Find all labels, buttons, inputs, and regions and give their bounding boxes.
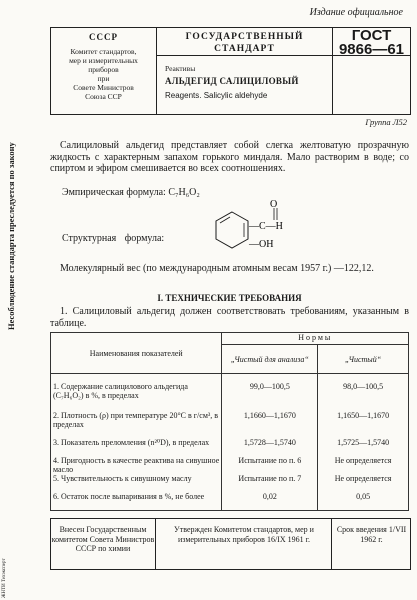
table-cell-value: 0,02	[222, 492, 318, 511]
table-cell-value: 0,05	[318, 492, 409, 511]
title-column	[157, 28, 333, 114]
legal-notice: Несоблюдение стандарта преследуется по закону	[6, 142, 16, 330]
committee-line: Совете Министров	[73, 83, 134, 92]
table-cell-value: 1,5728—1,5740	[222, 438, 318, 456]
table-cell-name: 3. Показатель преломления (n²⁰D), в пределах	[51, 438, 222, 456]
empirical-value: C₇H₆O₂	[168, 187, 200, 198]
gost-label: ГОСТ	[351, 27, 392, 44]
section-heading: I. ТЕХНИЧЕСКИЕ ТРЕБОВАНИЯ	[157, 293, 302, 303]
edition-label: Издание официальное	[309, 7, 403, 18]
approved-by: Утвержден Комитетом стандартов, мер и измерительных приборов 16/IX 1961 г.	[157, 519, 332, 569]
column-header-pure: „Чистый“	[318, 345, 409, 374]
group-label: Группа Л52	[365, 117, 407, 127]
molecular-weight: Молекулярный вес (по международным атомным весам 1957 г.) —122,12.	[60, 263, 374, 274]
table-row	[51, 438, 409, 456]
empirical-label: Эмпирическая формула:	[62, 187, 166, 198]
requirements-table	[50, 332, 409, 511]
benzene-ring	[216, 212, 248, 248]
table-cell-value: 99,0—100,5	[222, 374, 318, 412]
empirical-formula	[62, 187, 200, 199]
table-cell-value: Не определяется	[318, 456, 409, 474]
footer-block	[50, 518, 411, 570]
table-cell-value: Испытание по п. 7	[222, 474, 318, 492]
committee-line: Союза ССР	[85, 92, 122, 101]
hydroxyl-group-label: —OH	[249, 239, 274, 250]
table-row	[51, 374, 409, 412]
column-header-pure-analysis: „Чистый для анализа“	[222, 345, 318, 374]
table-cell-value: 98,0—100,5	[318, 374, 409, 412]
oxygen-label: O	[270, 199, 278, 210]
header-block	[50, 27, 411, 115]
description-paragraph: Салициловый альдегид представляет собой слегка желтоватую прозрачную жидкость с характерным запахом горького миндаля. Мало растворим в воде; со спиртом и эфиром смешивается во всех соотношениях.	[50, 140, 409, 174]
table-cell-name: 4. Пригодность в качестве реактива на сивушное масло	[51, 456, 222, 474]
structural-label: Структурная формула:	[62, 233, 165, 244]
committee-line: при	[97, 74, 110, 83]
column-header-name: Наименования показателей	[51, 333, 222, 374]
reagents-label: Реактивы	[165, 64, 196, 73]
table-cell-name: 2. Плотность (ρ) при температуре 20°C в г/см³, в пределах	[51, 411, 222, 438]
table-cell-name: 1. Содержание салицилового альдегида (C₇H₆O₂) в %, в пределах	[51, 374, 222, 412]
table-cell-value: Не определяется	[318, 474, 409, 492]
table-cell-value: 1,1660—1,1670	[222, 411, 318, 438]
section-paragraph: 1. Салициловый альдегид должен соответствовать требованиям, указанным в таблице.	[50, 306, 409, 329]
state-standard-line: ГОСУДАРСТВЕННЫЙ	[185, 32, 304, 42]
committee-line: приборов	[88, 65, 119, 74]
title-block	[157, 56, 332, 102]
structural-formula-diagram	[210, 198, 330, 256]
committee-line: Комитет стандартов,	[70, 47, 137, 56]
aldehyde-group-label: —C—H	[249, 221, 283, 232]
table-cell-value: Испытание по п. 6	[222, 456, 318, 474]
ussr-label: СССР	[89, 32, 118, 42]
committee-name	[51, 42, 156, 101]
column-header-norms: Нормы	[222, 333, 409, 345]
issuer-column	[51, 28, 157, 114]
table-row	[51, 456, 409, 474]
effective-date: Срок введения 1/VII 1962 г.	[336, 525, 407, 544]
table-row	[51, 492, 409, 511]
introduced-by: Внесен Государственным комитетом Совета Министров СССР по химии	[51, 519, 156, 569]
state-standard-line: СТАНДАРТ	[214, 44, 275, 54]
table-row	[51, 411, 409, 438]
committee-line: мер и измерительных	[69, 56, 138, 65]
table-cell-name: 5. Чувствительность к сивушному маслу	[51, 474, 222, 492]
gost-number: 9866—61	[338, 41, 405, 58]
table-cell-name: 6. Остаток после выпаривания в %, не более	[51, 492, 222, 511]
table-cell-value: 1,5725—1,5740	[318, 438, 409, 456]
table-cell-value: 1,1650—1,1670	[318, 411, 409, 438]
state-standard-heading	[157, 28, 332, 56]
publisher-mark: ЖНТИ Техэксперт	[2, 558, 7, 598]
table-row	[51, 474, 409, 492]
gost-number-block	[333, 28, 410, 56]
document-title: АЛЬДЕГИД САЛИЦИЛОВЫЙ	[165, 76, 299, 86]
gost-column	[333, 28, 410, 114]
document-title-en: Reagents. Salicylic aldehyde	[165, 91, 268, 100]
